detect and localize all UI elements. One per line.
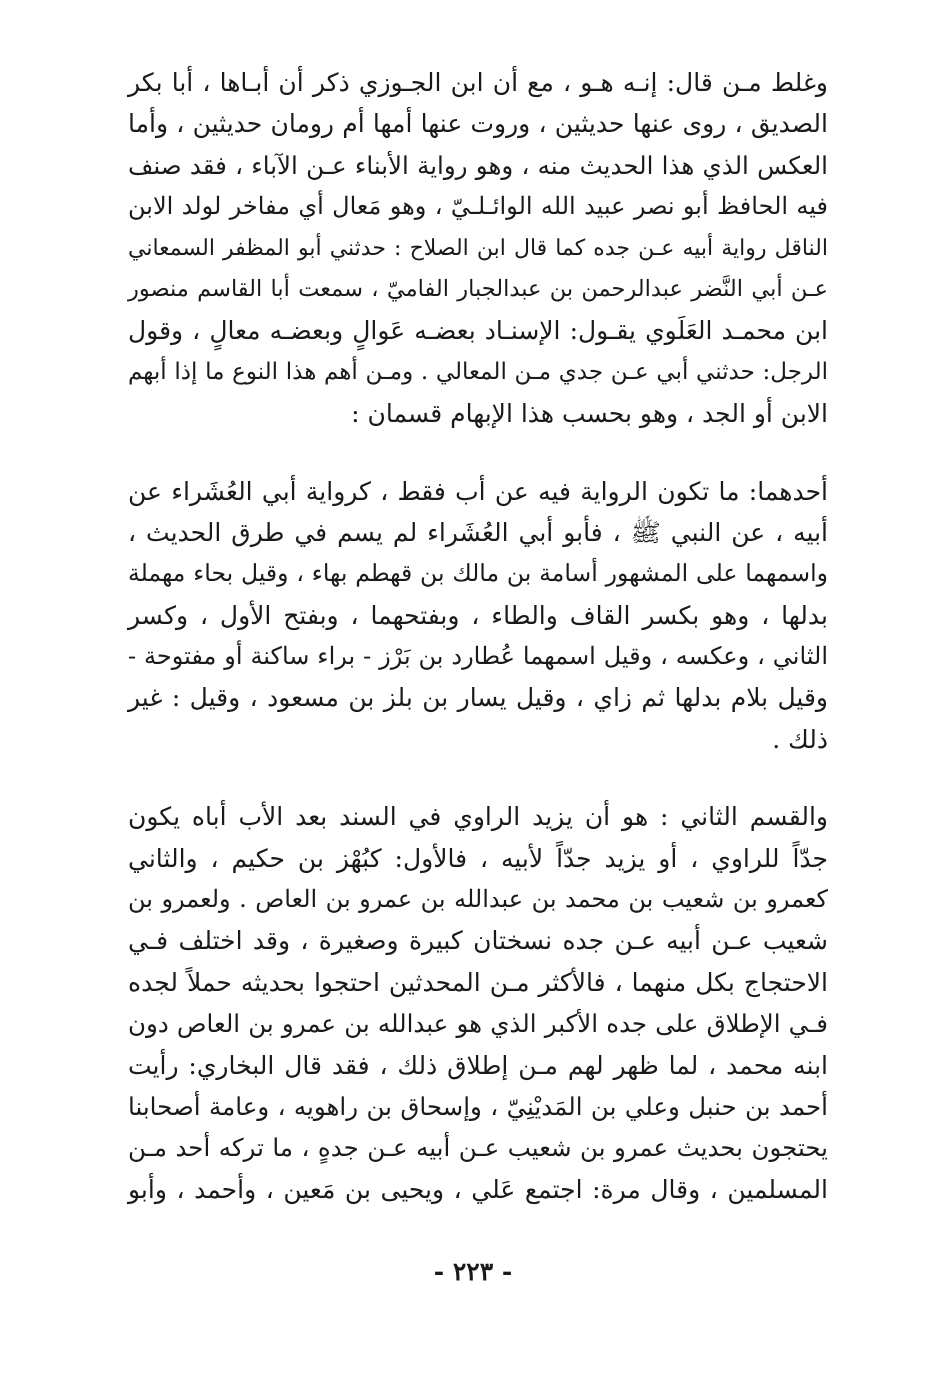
text-line: الاحتجاج بكل منهما ، فالأكثر مـن المحدثين احتجوا بحديثه حملاً لجده [128,967,828,997]
text-line: بدلها ، وهو بكسر القاف والطاء ، وبفتحهما ، وبفتح الأول ، وكسر [128,600,828,630]
text-line: شعيب عـن أبيه عـن جده نسختان كبيرة وصغيرة ، وقد اختلف فـي [128,926,828,956]
text-line: أبيه ، عن النبي ﷺ ، فأبو أبي العُشَراء لم يسم في طرق الحديث ، [128,517,828,547]
text-line: ذلك . [772,724,828,754]
page-body [128,62,828,1210]
text-line: الرجل: حدثني أبي عـن جدي مـن المعالي . ومـن أهم هذا النوع ما إذا أبهم [128,358,828,385]
text-line: الناقل رواية أبيه عـن جده كما قال ابن الصلاح : حدثني أبو المظفر السمعاني [128,235,828,261]
text-line: وقيل بلام بدلها ثم زاي ، وقيل يسار بن بلز بن مسعود ، وقيل : غير [128,683,828,713]
text-line: أحدهما: ما تكون الرواية فيه عن أب فقط ، كرواية أبي العُشَراء عن [128,476,828,506]
text-line: جدّاً للراوي ، أو يزيد جدّاً لأبيه ، فالأول: كبُهْز بن حكيم ، والثاني [128,843,828,873]
text-line: فـي الإطلاق على جده الأكبر الذي هو عبدالله بن عمرو بن العاص دون [128,1009,828,1039]
text-line: أحمد بن حنبل وعلي بن المَديْنِيّ ، وإسحاق بن راهويه ، وعامة أصحابنا [128,1091,828,1121]
text-line: العكس الذي هذا الحديث منه ، وهو رواية الأبناء عـن الآباء ، فقد صنف [128,150,828,180]
text-line: والقسم الثاني : هو أن يزيد الراوي في السند بعد الأب أباه يكون [128,802,828,832]
text-line: المسلمين ، وقال مرة: اجتمع عَلي ، ويحيى بن مَعين ، وأحمد ، وأبو [128,1174,828,1204]
paragraph-gap [128,760,828,796]
paragraph-gap [128,435,828,471]
text-line: يحتجون بحديث عمرو بن شعيب عـن أبيه عـن جدهٍ ، ما تركه أحد مـن [128,1133,828,1163]
paragraph-2 [128,471,828,761]
text-line: عـن أبي النَّضر عبدالرحمن بن عبدالجبار الفاميّ ، سمعت أبا القاسم منصور [128,275,828,302]
text-line: كعمرو بن شعيب بن محمد بن عبدالله بن عمرو بن العاص . ولعمرو بن [128,885,828,914]
paragraph-3 [128,796,828,1210]
text-line: فيه الحافظ أبو نصر عبيد الله الوائـلـيّ ، وهو مَعال أي مفاخر لولد الابن [128,192,828,221]
paragraph-1 [128,62,828,435]
text-line: ابنه محمد ، لما ظهر لهم مـن إطلاق ذلك ، فقد قال البخاري: رأيت [128,1050,828,1080]
text-line: الابن أو الجد ، وهو بحسب هذا الإبهام قسمان : [351,399,828,429]
text-line: واسمهما على المشهور أسامة بن مالك بن قهطم بهاء ، وقيل بحاء مهملة [128,559,828,588]
text-line: الثاني ، وعكسه ، وقيل اسمهما عُطارد بن بَرْز - براء ساكنة أو مفتوحة - [128,642,828,671]
text-line: وغلط مـن قال: إنـه هـو ، مع أن ابن الجـوزي ذكر أن أبـاها ، أبا بكر [128,68,828,97]
page-number: - ٢٢٣ - [433,1257,513,1286]
text-line: ابن محمـد العَلَوي يقـول: الإسنـاد بعضـه عَوالٍ وبعضـه معالٍ ، وقول [128,316,828,346]
text-line: الصديق ، روى عنها حديثين ، وروت عنها أمها أم رومان حديثين ، وأما [128,109,828,139]
